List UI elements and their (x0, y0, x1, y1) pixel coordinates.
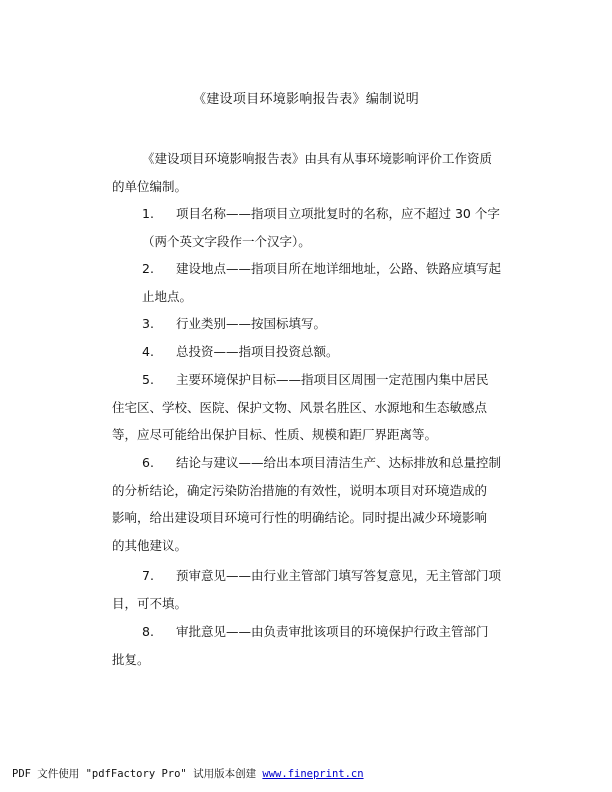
pdf-footer (12, 766, 364, 781)
item-text-line: 止地点。 (142, 288, 193, 304)
item-text-line: 建设地点——指项目所在地详细地址，公路、铁路应填写起 (176, 261, 502, 276)
item-text-line: （两个英文字段作一个汉字）。 (142, 233, 311, 249)
list-item-6 (112, 449, 512, 559)
item-text-line: 总投资——指项目投资总额。 (176, 344, 339, 359)
page-title: 《建设项目环境影响报告表》编制说明 (192, 92, 420, 107)
footer-text: PDF 文件使用 "pdfFactory Pro" 试用版本创建 (12, 768, 263, 780)
item-number: 6. (142, 455, 154, 470)
item-text-line: 预审意见——由行业主管部门填写答复意见，无主管部门项 (176, 568, 502, 583)
list-item-5 (112, 366, 512, 449)
item-number: 8. (142, 624, 154, 639)
item-number: 2. (142, 261, 154, 276)
item-text-line: 住宅区、学校、医院、保护文物、风景名胜区、水源地和生态敏感点 (112, 399, 488, 415)
item-number: 7. (142, 568, 154, 583)
list-item-2 (112, 255, 512, 310)
item-number: 1. (142, 206, 154, 221)
item-text-line: 审批意见——由负责审批该项目的环境保护行政主管部门 (176, 624, 489, 639)
item-text-line: 等，应尽可能给出保护目标、性质、规模和距厂界距离等。 (112, 427, 438, 442)
list-item-1 (112, 200, 512, 255)
item-number: 4. (142, 344, 154, 359)
item-text-line: 行业类别——按国标填写。 (176, 316, 327, 331)
item-text-line: 的其他建议。 (112, 537, 188, 553)
item-text-line: 结论与建议——给出本项目清洁生产、达标排放和总量控制 (176, 455, 502, 470)
item-text-line: 批复。 (112, 651, 150, 667)
item-number: 5. (142, 372, 154, 387)
list-item-8 (112, 618, 512, 673)
intro-line-1: 《建设项目环境影响报告表》由具有从事环境影响评价工作资质 (142, 151, 493, 166)
list-item-3 (112, 310, 512, 338)
item-text-line: 目，可不填。 (112, 595, 188, 611)
intro-line-2: 的单位编制。 (112, 178, 188, 194)
item-text-line: 影响，给出建设项目环境可行性的明确结论。同时提出减少环境影响 (112, 510, 488, 525)
list-item-7 (112, 562, 512, 617)
list-item-4 (112, 338, 512, 366)
footer-link[interactable]: www.fineprint.cn (262, 768, 364, 780)
item-text-line: 项目名称——指项目立项批复时的名称，应不超过 30 个字 (176, 206, 500, 221)
item-text-line: 主要环境保护目标——指项目区周围一定范围内集中居民 (176, 372, 489, 387)
item-number: 3. (142, 316, 154, 331)
intro-paragraph (112, 145, 512, 200)
item-text-line: 的分析结论，确定污染防治措施的有效性，说明本项目对环境造成的 (112, 482, 488, 498)
